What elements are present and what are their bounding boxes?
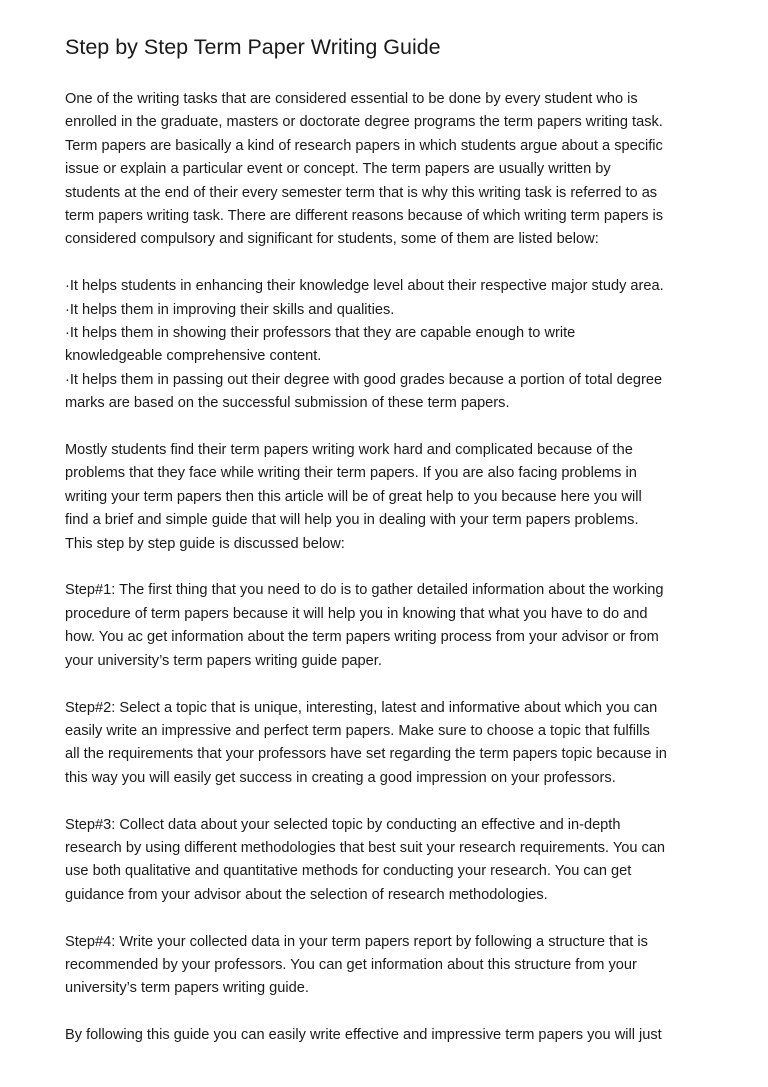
step1-paragraph: Step#1: The first thing that you need to do is to gather detailed information about the working procedure of term papers because it will help you in knowing that what you have to do and how. You ac get information about the term papers writing process from your advisor or from your university’s term papers writing guide paper. bbox=[65, 582, 664, 669]
step2-paragraph: Step#2: Select a topic that is unique, interesting, latest and informative about which you can easily write an impressive and perfect term papers. Make sure to choose a topic that fulfills all the requirements that your professors have set regarding the term papers topic because in this way you will easily get success in creating a good impression on your professors. bbox=[65, 699, 667, 786]
closing-paragraph: By following this guide you can easily write effective and impressive term papers you will just bbox=[65, 1027, 662, 1044]
intro-paragraph: One of the writing tasks that are considered essential to be done by every student who is enrolled in the graduate, masters or doctorate degree programs the term papers writing task. Term papers are basically a kind of research papers in which students argue about a specific issue or explain a particular event or concept. The term papers are usually written by students at the end of their every semester term that is why this writing task is referred to as term papers writing task. There are different reasons because of which writing term papers is considered compulsory and significant for students, some of them are listed below: bbox=[65, 91, 664, 248]
page-title: Step by Step Term Paper Writing Guide bbox=[65, 35, 441, 59]
bullet-list: ·It helps students in enhancing their knowledge level about their respective major study area. ·It helps them in improving their skills and qualities. ·It helps them in showing their professors that they are capable enough to write knowledgeable comprehensive content. ·It helps them in passing out their degree with good grades because a portion of total degree marks are based on the successful submission of these term papers. bbox=[65, 278, 664, 412]
step3-paragraph: Step#3: Collect data about your selected topic by conducting an effective and in-depth research by using different methodologies that best suit your research requirements. You can use both qualitative and quantitative methods for conducting your research. You can get guidance from your advisor about the selection of research methodologies. bbox=[65, 816, 666, 903]
mostly-paragraph: Mostly students find their term papers writing work hard and complicated because of the problems that they face while writing their term papers. If you are also facing problems in writing your term papers then this article will be of great help to you because here you will find a brief and simple guide that will help you in dealing with your term papers problems. This step by step guide is discussed below: bbox=[65, 442, 642, 552]
step4-paragraph: Step#4: Write your collected data in your term papers report by following a structure that is recommended by your professors. You can get information about this structure from your university’s term papers writing guide. bbox=[65, 933, 648, 997]
